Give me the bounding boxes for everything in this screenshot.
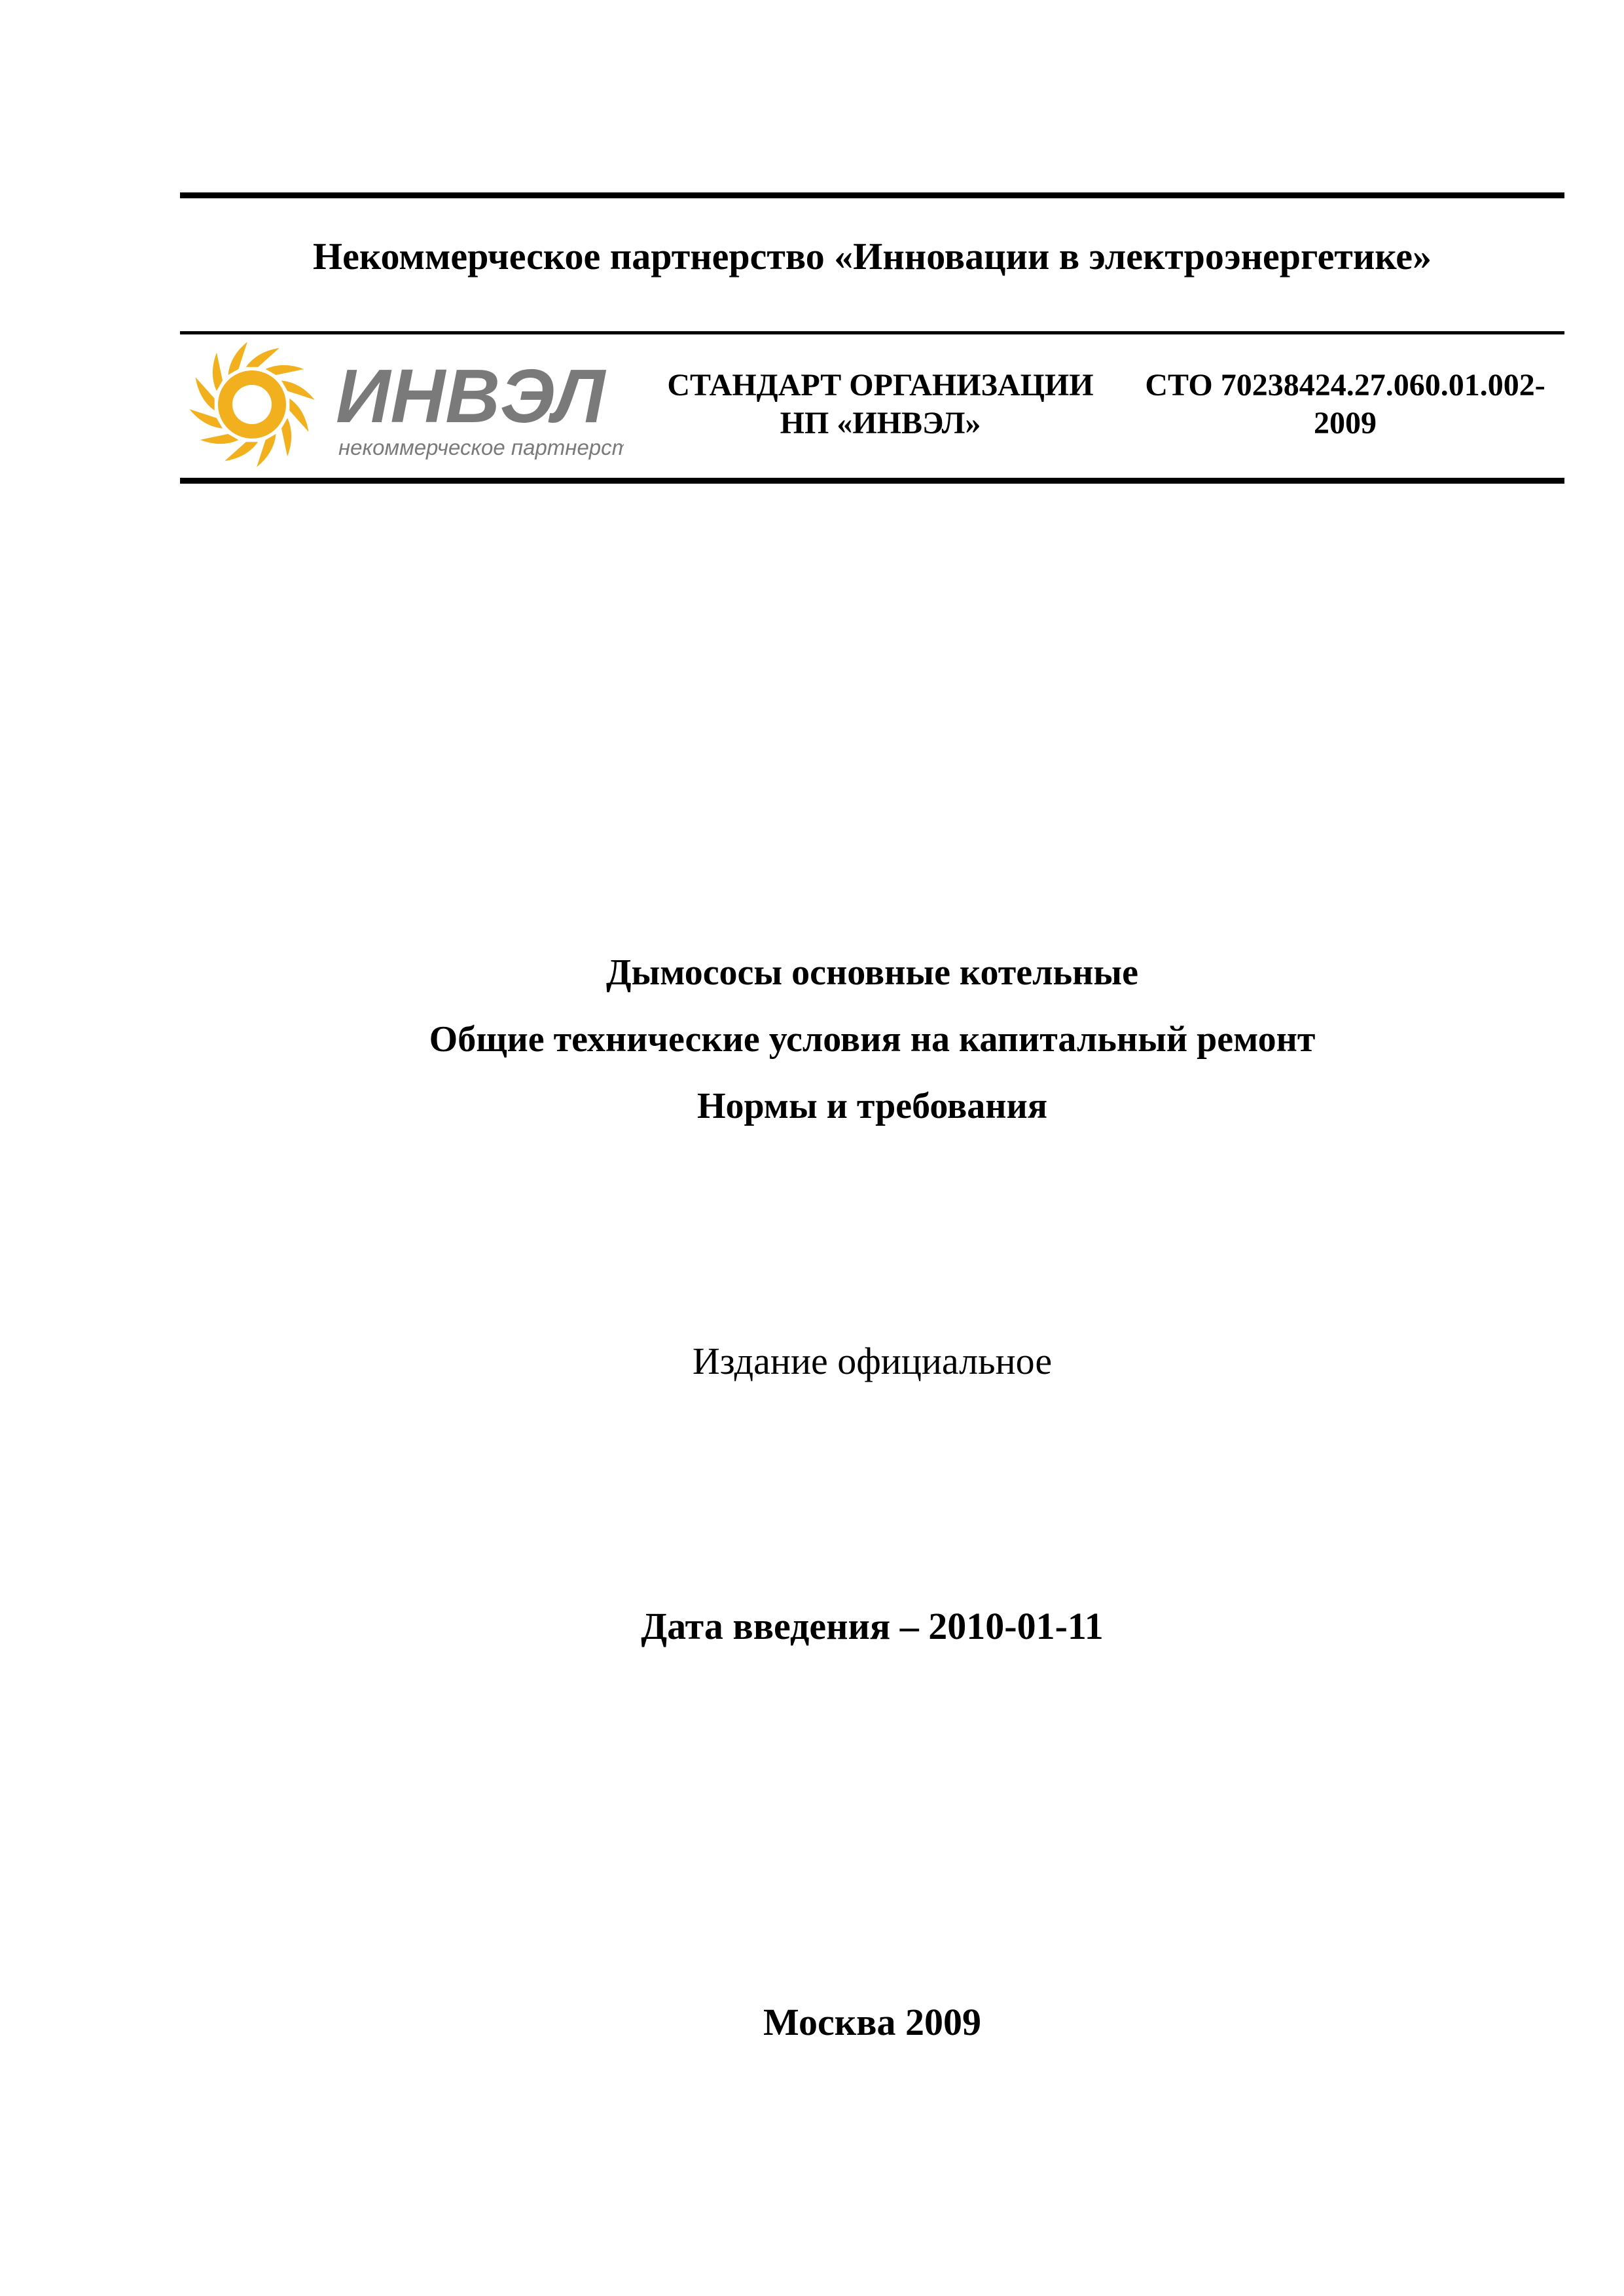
sun-ray xyxy=(189,409,223,429)
sun-ray xyxy=(228,342,247,375)
standard-title-line1: СТАНДАРТ ОРГАНИЗАЦИИ xyxy=(667,368,1094,403)
sun-ray xyxy=(257,434,276,467)
bottom-rule xyxy=(180,478,1564,484)
document-title-line1: Дымососы основные котельные xyxy=(606,952,1138,993)
standard-title-line2: НП «ИНВЭЛ» xyxy=(780,406,981,440)
logo-wordmark: ИНВЭЛ xyxy=(336,353,605,439)
document-title xyxy=(180,939,1564,1139)
sun-ray xyxy=(246,348,280,367)
sun-ray xyxy=(281,418,291,457)
standard-code-line1: СТО 70238424.27.060.01.002- xyxy=(1145,368,1545,403)
sun-ray xyxy=(225,442,258,461)
top-rule xyxy=(180,192,1564,198)
invel-logo xyxy=(185,336,624,473)
sun-icon xyxy=(185,336,624,473)
document-title-line2: Общие технические условия на капитальный ремонт xyxy=(429,1019,1316,1060)
standard-code xyxy=(1126,367,1564,442)
city-year: Москва 2009 xyxy=(763,2001,981,2043)
standard-code-line2: 2009 xyxy=(1314,406,1377,440)
sun-ray xyxy=(281,380,315,400)
middle-rule xyxy=(180,331,1564,334)
standard-title xyxy=(645,367,1116,442)
edition-note: Издание официальное xyxy=(692,1340,1053,1382)
sun-ray xyxy=(200,434,239,444)
logo-tagline: некоммерческое партнерство xyxy=(338,435,624,459)
sun-ray xyxy=(196,377,215,410)
document-title-line3: Нормы и требования xyxy=(696,1086,1048,1126)
sun-ray xyxy=(266,365,304,375)
sun-ray xyxy=(289,399,308,432)
organization-name: Некоммерческое партнерство «Инновации в электроэнергетике» xyxy=(313,235,1432,278)
sun-ray xyxy=(213,353,223,391)
introduction-date: Дата введения – 2010-01-11 xyxy=(641,1605,1104,1647)
sun-center xyxy=(232,385,272,424)
